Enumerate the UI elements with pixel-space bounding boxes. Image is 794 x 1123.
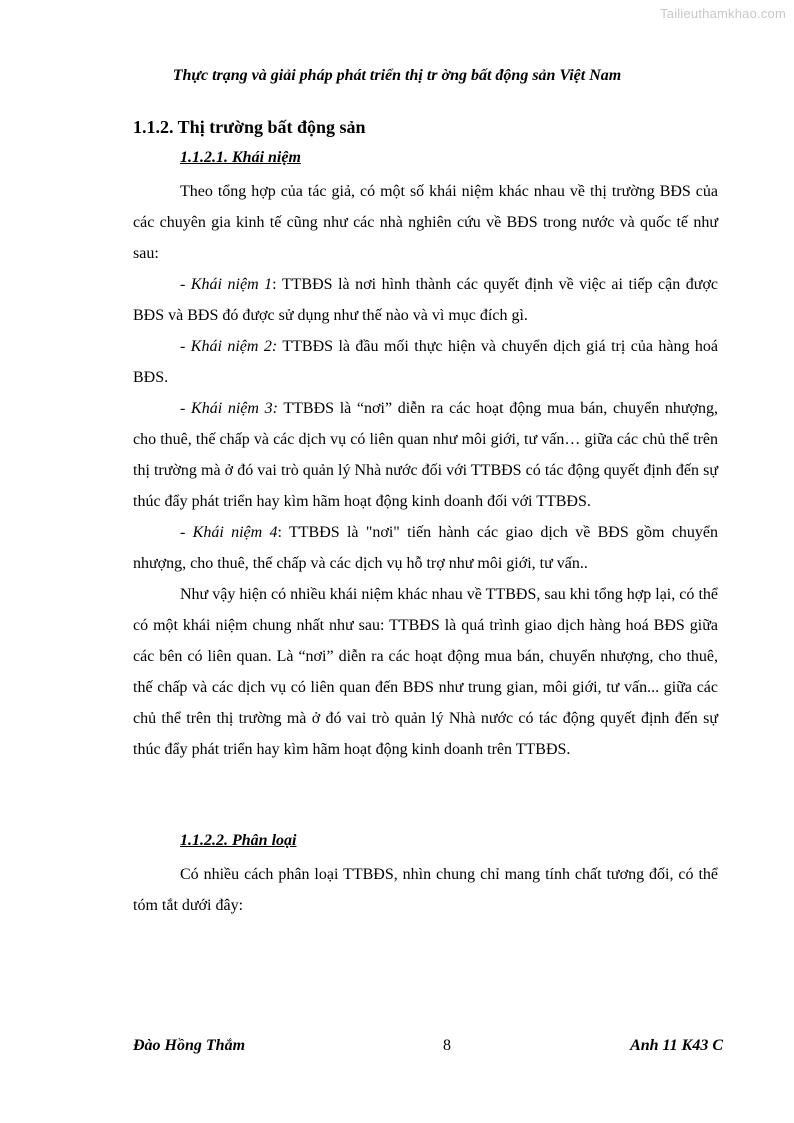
concept-4-label: Khái niệm 4	[192, 524, 278, 541]
paragraph-concept-1: - Khái niệm 1: TTBĐS là nơi hình thành các quyết định về việc ai tiếp cận được BĐS và BĐS đó được sử dụng như thế nào và vì mục đích gì.	[133, 276, 719, 324]
footer-author: Đào Hồng Thắm	[133, 1037, 246, 1054]
section-heading: 1.1.2. Thị trường bất động sản	[133, 117, 366, 137]
subsection-heading-concept: 1.1.2.1. Khái niệm	[180, 149, 301, 166]
page-number: 8	[443, 1037, 451, 1054]
page-footer	[133, 1037, 723, 1059]
running-header: Thực trạng và giải pháp phát triển thị tr ờng bất động sản Việt Nam	[172, 67, 622, 84]
concept-body	[133, 176, 718, 765]
concept-3-label: Khái niệm 3:	[191, 400, 278, 417]
paragraph-intro: Theo tổng hợp của tác giả, có một số khái niệm khác nhau về thị trường BĐS của các chuyên gia kinh tế cũng như các nhà nghiên cứu về BĐS trong nước và quốc tế như sau:	[133, 183, 718, 262]
paragraph-concept-2: - Khái niệm 2: TTBĐS là đầu mối thực hiện và chuyển dịch giá trị của hàng hoá BĐS.	[133, 338, 719, 386]
paragraph-summary: Như vậy hiện có nhiều khái niệm khác nhau về TTBĐS, sau khi tổng hợp lại, có thể có một khái niệm chung nhất như sau: TTBĐS là quá trình giao dịch hàng hoá BĐS giữa các bên có liên quan. Là “nơi” diễn ra các hoạt động mua bán, chuyển nhượng, cho thuê, thế chấp và các dịch vụ có liên quan đến BĐS như trung gian, môi giới, tư vấn... giữa các chủ thể trên thị trường mà ở đó vai trò quản lý Nhà nước có tác động quyết định đến sự thúc đẩy phát triển hay kìm hãm hoạt động kinh doanh trên TTBĐS.	[133, 586, 718, 758]
watermark: Tailieuthamkhao.com	[660, 6, 786, 21]
paragraph-concept-3: - Khái niệm 3: TTBĐS là “nơi” diễn ra các hoạt động mua bán, chuyển nhượng, cho thuê, thế chấp và các dịch vụ có liên quan như môi giới, tư vấn… giữa các chủ thể trên thị trường mà ở đó vai trò quản lý Nhà nước đối với TTBĐS có tác động quyết định đến sự thúc đẩy phát triển hay kìm hãm hoạt động kinh doanh đối với TTBĐS.	[133, 400, 719, 510]
concept-2-label: Khái niệm 2:	[190, 338, 278, 355]
subsection-heading-classification: 1.1.2.2. Phân loại	[180, 832, 297, 849]
classification-body	[133, 859, 718, 921]
paragraph-concept-4: - Khái niệm 4: TTBĐS là "nơi" tiến hành các giao dịch về BĐS gồm chuyển nhượng, cho thuê, thế chấp và các dịch vụ hỗ trợ như môi giới, tư vấn..	[133, 524, 719, 572]
paragraph-classification-intro: Có nhiều cách phân loại TTBĐS, nhìn chung chỉ mang tính chất tương đối, có thể tóm tắt dưới đây:	[133, 866, 718, 914]
concept-1-label: Khái niệm 1	[190, 276, 273, 293]
footer-class: Anh 11 K43 C	[630, 1037, 723, 1054]
